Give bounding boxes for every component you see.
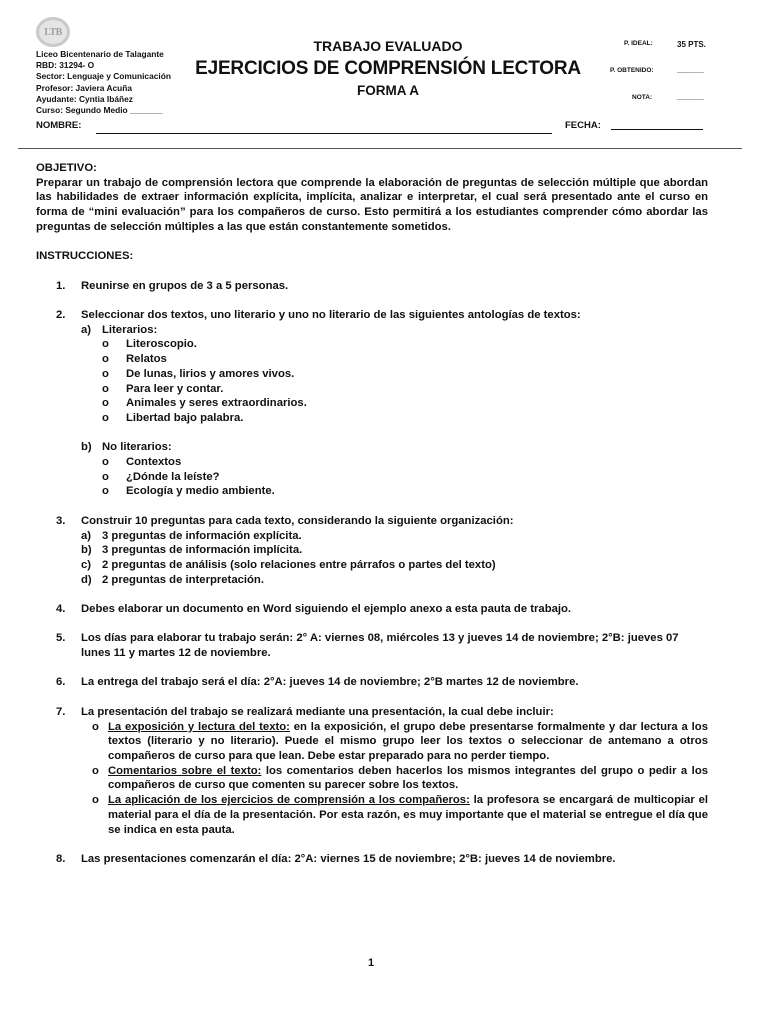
instruction-text: Las presentaciones comenzarán el día: 2°A: viernes 15 de noviembre; 2°B: jueves 14 de noviembre. <box>81 852 616 865</box>
bullet: o <box>102 367 109 380</box>
sub-letter: a) <box>81 529 92 542</box>
school-name: Liceo Bicentenario de Talagante <box>36 49 164 59</box>
list-item <box>36 382 708 397</box>
bullet: o <box>102 456 109 468</box>
list-item-text: De lunas, lirios y amores vivos. <box>126 367 295 380</box>
score-nota-label: NOTA: <box>632 94 653 101</box>
school-logo-text: LTB <box>39 20 67 44</box>
bullet: o <box>92 794 99 807</box>
list-item <box>36 352 708 367</box>
presentation-item-text: en la exposición, el grupo debe presentarse formalmente y dar lectura a los textos (literario y no literario). Puede el mismo grupo leer los textos o seleccionar de antemano a otros compañeros de curso para que lean. Debe estar preparado para no perder tiempo. <box>108 720 708 762</box>
presentation-item-text: los comentarios deben hacerlos los mismos integrantes del grupo o pedir a los compañeros de curso que comenten su parecer sobre los textos. <box>108 764 709 792</box>
instruction-number: 3. <box>56 514 66 527</box>
sub-text: Literarios: <box>102 323 158 336</box>
sub-text: 2 preguntas de análisis (solo relaciones entre párrafos o partes del texto) <box>102 558 496 571</box>
nombre-label: NOMBRE: <box>36 120 82 131</box>
list-item <box>36 367 708 382</box>
instruction-text: Seleccionar dos textos, uno literario y uno no literario de las siguientes antologías de textos: <box>81 308 581 321</box>
sub-item <box>36 529 708 544</box>
nombre-line <box>96 133 552 134</box>
sub-letter: b) <box>81 441 92 454</box>
score-ideal-value: 35 PTS. <box>677 40 706 49</box>
instruction-number: 2. <box>56 308 66 321</box>
fecha-line <box>611 129 703 130</box>
school-ayudante: Ayudante: Cyntia Ibáñez <box>36 93 133 104</box>
list-item <box>36 337 708 352</box>
presentation-item-aplicacion <box>36 793 708 837</box>
sub-item-b <box>36 440 708 455</box>
score-ideal-label: P. IDEAL: <box>624 40 653 47</box>
instruction-number: 5. <box>56 632 66 645</box>
instruction-5 <box>36 631 708 660</box>
sub-letter: a) <box>81 323 92 336</box>
sub-item-a <box>36 323 708 338</box>
title-trabajo: TRABAJO EVALUADO <box>313 38 463 54</box>
instruction-8 <box>36 852 708 867</box>
instruction-number: 4. <box>56 603 66 615</box>
bullet: o <box>102 382 109 395</box>
sub-text: 3 preguntas de información explícita. <box>102 529 302 542</box>
presentation-item-comentarios <box>36 764 708 793</box>
presentation-item-title: Comentarios sobre el texto: <box>108 764 262 777</box>
bullet: o <box>102 353 109 366</box>
instruction-6 <box>36 675 708 690</box>
list-item <box>36 470 708 485</box>
instruction-2 <box>36 308 708 323</box>
title-forma: FORMA A <box>357 83 419 98</box>
school-rbd: RBD: 31294- O <box>36 60 95 71</box>
bullet: o <box>102 338 109 351</box>
instrucciones-heading: INSTRUCCIONES: <box>36 250 134 263</box>
list-item <box>36 484 708 499</box>
sub-text: 2 preguntas de interpretación. <box>102 573 264 586</box>
instruction-number: 1. <box>56 279 66 292</box>
instruction-1 <box>36 279 708 294</box>
bullet: o <box>102 397 109 410</box>
page-title: EJERCICIOS DE COMPRENSIÓN LECTORA <box>195 58 581 79</box>
bullet: o <box>102 470 109 483</box>
instruction-text: La presentación del trabajo se realizará mediante una presentación, la cual debe incluir: <box>81 705 554 718</box>
document-body <box>36 161 708 867</box>
list-item-text: Para leer y contar. <box>126 382 224 395</box>
bullet: o <box>102 485 109 498</box>
school-logo <box>36 17 70 47</box>
objetivo-heading: OBJETIVO: <box>36 162 97 174</box>
sub-letter: b) <box>81 544 92 557</box>
score-nota-value: ______ <box>677 92 704 101</box>
sub-text: No literarios: <box>102 441 172 454</box>
score-obtenido-label: P. OBTENIDO: <box>610 67 654 74</box>
bullet: o <box>92 764 99 777</box>
instruction-text: Debes elaborar un documento en Word siguiendo el ejemplo anexo a esta pauta de trabajo. <box>81 603 572 615</box>
page-number: 1 <box>367 957 375 969</box>
list-item-text: Literoscopio. <box>126 338 197 351</box>
presentation-item-title: La exposición y lectura del texto: <box>108 720 290 733</box>
school-profesor: Profesor: Javiera Acuña <box>36 82 133 93</box>
instruction-text: Los días para elaborar tu trabajo serán: 2° A: viernes 08, miércoles 13 y jueves 14 de noviembre; 2°B: jueves 07 lunes 11 y martes 12 de noviembre. <box>81 632 679 660</box>
instruction-3 <box>36 514 708 529</box>
list-item-text: Relatos <box>126 353 167 366</box>
list-item <box>36 455 708 470</box>
instruction-number: 7. <box>56 705 66 718</box>
sub-letter: c) <box>81 558 92 571</box>
instruction-text: Reunirse en grupos de 3 a 5 personas. <box>81 279 289 292</box>
presentation-item-text: la profesora se encargará de multicopiar el material para el día de la presentación. Por esta razón, es muy importante que el material se entregue el día que se indica en esta pauta. <box>108 794 709 836</box>
instruction-number: 6. <box>56 676 66 689</box>
sub-item <box>36 558 708 573</box>
sub-letter: d) <box>81 573 92 586</box>
list-item-text: Ecología y medio ambiente. <box>126 485 275 498</box>
score-obtenido-value: ______ <box>677 65 704 74</box>
list-item-text: Libertad bajo palabra. <box>126 411 244 424</box>
school-curso: Curso: Segundo Medio _______ <box>36 105 163 116</box>
school-sector: Sector: Lenguaje y Comunicación <box>36 71 171 82</box>
instruction-text: Construir 10 preguntas para cada texto, considerando la siguiente organización: <box>81 514 514 527</box>
instruction-4 <box>36 602 708 617</box>
list-item-text: Contextos <box>126 456 182 468</box>
sub-text: 3 preguntas de información implícita. <box>102 544 303 557</box>
fecha-label: FECHA: <box>565 120 601 131</box>
instruction-text: La entrega del trabajo será el día: 2°A: jueves 14 de noviembre; 2°B martes 12 de noviembre. <box>81 676 579 689</box>
instruction-number: 8. <box>56 852 66 865</box>
objetivo-text: Preparar un trabajo de comprensión lectora que comprende la elaboración de preguntas de selección múltiple que abordan las habilidades de extraer información explícita, implícita, analizar e interpretar, el cual será presentado ante el curso en forma de “mini evaluación” para los compañeros de curso. Esto permitirá a los estudiantes comprender cómo abordar las preguntas de selección múltiples a las que están constantemente sometidos. <box>36 176 708 233</box>
list-item-text: ¿Dónde la leíste? <box>126 470 220 483</box>
sub-item <box>36 543 708 558</box>
school-info <box>36 49 171 116</box>
bullet: o <box>92 720 99 733</box>
list-item <box>36 396 708 411</box>
list-item-text: Animales y seres extraordinarios. <box>126 397 307 410</box>
presentation-item-title: La aplicación de los ejercicios de comprensión a los compañeros: <box>108 794 470 807</box>
presentation-item-exposicion <box>36 720 708 764</box>
header-divider <box>18 148 742 149</box>
bullet: o <box>102 411 109 424</box>
sub-item <box>36 573 708 588</box>
list-item <box>36 411 708 426</box>
instruction-7 <box>36 705 708 720</box>
